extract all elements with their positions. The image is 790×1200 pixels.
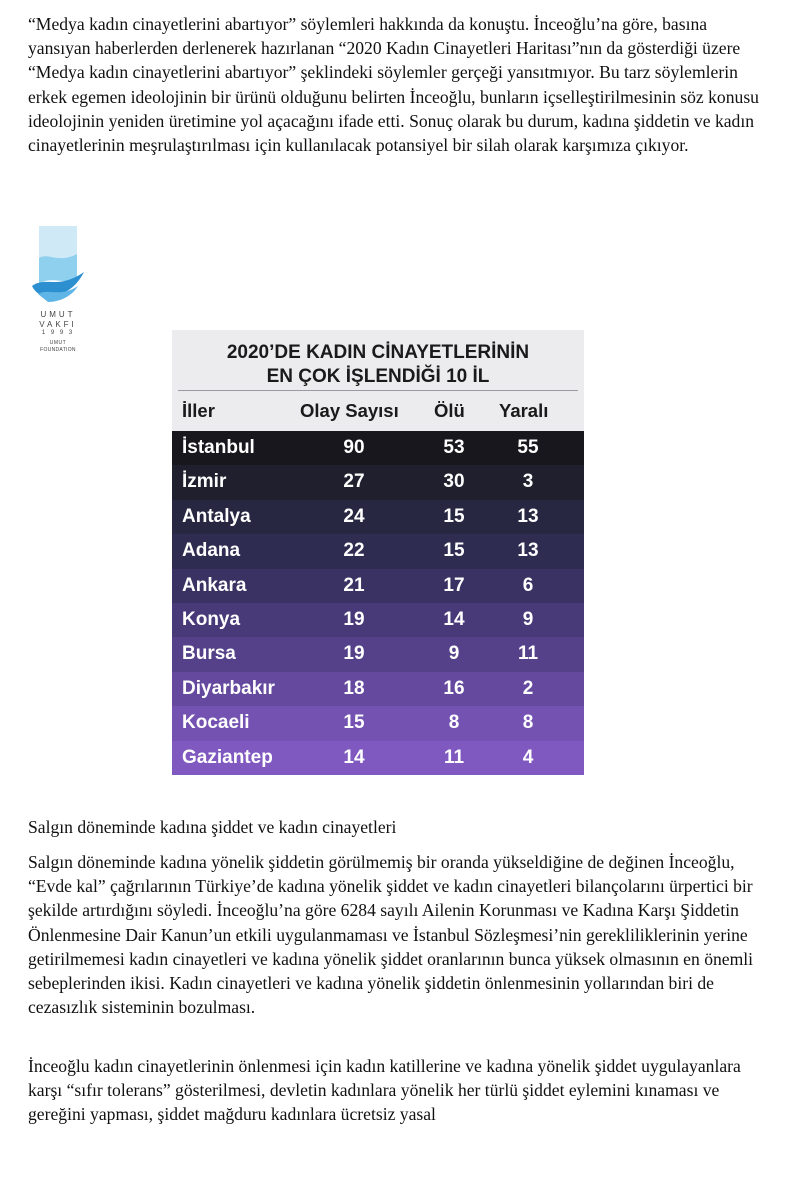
cell-il: Gaziantep bbox=[182, 746, 273, 768]
cell-yarali: 4 bbox=[522, 746, 534, 768]
table-row bbox=[172, 465, 584, 499]
cell-il: Diyarbakır bbox=[182, 677, 275, 699]
cell-yarali: 8 bbox=[522, 712, 534, 734]
title-divider bbox=[178, 390, 578, 391]
cell-olu: 14 bbox=[443, 608, 465, 630]
cell-il: Ankara bbox=[182, 574, 247, 596]
table-row bbox=[172, 569, 584, 603]
header-yarali: Yaralı bbox=[499, 400, 549, 421]
header-olu: Ölü bbox=[434, 400, 465, 421]
cell-olay: 19 bbox=[343, 608, 365, 630]
cell-olu: 15 bbox=[443, 540, 465, 562]
cell-yarali: 9 bbox=[522, 608, 534, 630]
cell-yarali: 6 bbox=[522, 574, 534, 596]
table-row bbox=[172, 637, 584, 671]
cell-il: Adana bbox=[182, 540, 241, 562]
cell-yarali: 2 bbox=[522, 677, 534, 699]
infographic-title-line1: 2020’DE KADIN CİNAYETLERİNİN bbox=[226, 342, 530, 363]
cell-il: İstanbul bbox=[182, 437, 255, 458]
table-row bbox=[172, 741, 584, 775]
cell-olu: 53 bbox=[443, 437, 465, 458]
umut-wave-icon bbox=[28, 224, 88, 308]
umut-vakfi-logo bbox=[28, 224, 88, 358]
table-row bbox=[172, 500, 584, 534]
intro-paragraph: “Medya kadın cinayetlerini abartıyor” söylemleri hakkında da konuştu. İnceoğlu’na göre, basına yansıyan haberlerden derlenerek hazırlanan “2020 Kadın Cinayetleri Haritası”nın da gösterdiği üzere “Medya kadın cinayetlerini abartıyor” şeklindeki söylemler gerçeği yansıtmıyor. Bu tarz söylemlerin erkek egemen ideolojinin bir ürünü olduğunu belirten İnceoğlu, bunların içselleştirilmesinin söz konusu ideolojinin yeniden üretimine yol açacağını ifade etti. Sonuç olarak bu durum, kadına şiddetin ve kadın cinayetlerinin meşrulaştırılması için kullanılacak potansiyel bir silah olarak karşımıza çıkıyor. bbox=[28, 14, 759, 156]
logo-text-umut-en: UMUT bbox=[49, 340, 67, 346]
cell-il: İzmir bbox=[182, 471, 227, 493]
cell-olay: 24 bbox=[343, 505, 365, 527]
cell-il: Kocaeli bbox=[182, 712, 250, 734]
body-paragraph-2: Salgın döneminde kadına yönelik şiddetin görülmemiş bir oranda yükseldiğine de değinen İnceoğlu, “Evde kal” çağrılarının Türkiye’de kadına yönelik şiddet ve kadın cinayetleri bilançolarını ürpertici bir şekilde artırdığını söyledi. İnceoğlu’na göre 6284 sayılı Ailenin Korunması ve Kadına Karşı Şiddetin Önlenmesine Dair Kanun’un etkili uygulanmaması ve İstanbul Sözleşmesi’nin gerekliliklerinin yerine getirilmemesi kadın cinayetleri ve kadına yönelik şiddet oranlarının bunca yüksek olmasının en önemli sebeplerinden ikisi. Kadın cinayetleri ve kadına yönelik şiddetin önlenmesinin yollarından biri de cezasızlık sisteminin bozulması. bbox=[28, 852, 754, 1018]
body-paragraph-3: İnceoğlu kadın cinayetlerinin önlenmesi için kadın katillerine ve kadına yönelik şiddet uygulayanlara karşı “sıfır tolerans” gösterilmesi, devletin kadınlara yönelik her türlü şiddet eylemini kınaması ve gereğini yapması, şiddet mağduru kadınlara ücretsiz yasal bbox=[28, 1056, 741, 1125]
logo-text-umut: UMUT bbox=[40, 310, 76, 319]
cell-il: Antalya bbox=[182, 505, 251, 527]
header-olay-sayisi: Olay Sayısı bbox=[300, 400, 399, 421]
logo-text-vakfi: VAKFI bbox=[39, 320, 77, 329]
cell-olay: 19 bbox=[343, 643, 365, 665]
cell-olay: 90 bbox=[343, 437, 365, 458]
cell-olay: 14 bbox=[343, 746, 365, 768]
table-row bbox=[172, 706, 584, 740]
cell-olu: 11 bbox=[443, 746, 465, 768]
table-row bbox=[172, 603, 584, 637]
cell-olay: 15 bbox=[343, 712, 365, 734]
cell-yarali: 13 bbox=[517, 505, 539, 527]
cell-yarali: 11 bbox=[517, 643, 539, 665]
cell-il: Konya bbox=[182, 608, 241, 630]
cell-olay: 22 bbox=[343, 540, 365, 562]
table-row bbox=[172, 534, 584, 568]
infographic-title-line2: EN ÇOK İŞLENDİĞİ 10 İL bbox=[266, 366, 490, 387]
cell-olu: 9 bbox=[448, 643, 460, 665]
cell-olu: 30 bbox=[443, 471, 465, 493]
section-heading: Salgın döneminde kadına şiddet ve kadın cinayetleri bbox=[28, 817, 397, 837]
cell-il: Bursa bbox=[182, 643, 236, 665]
logo-text-year: 1 9 9 3 bbox=[41, 330, 75, 336]
cell-yarali: 3 bbox=[522, 471, 534, 493]
cell-olu: 17 bbox=[443, 574, 465, 596]
cell-olay: 27 bbox=[343, 471, 365, 493]
logo-text-foundation: FOUNDATION bbox=[40, 347, 76, 353]
province-table bbox=[172, 431, 584, 775]
cell-olu: 8 bbox=[448, 712, 460, 734]
header-iller: İller bbox=[182, 400, 215, 421]
cell-olay: 21 bbox=[343, 574, 365, 596]
cell-olu: 16 bbox=[443, 677, 465, 699]
table-row bbox=[172, 431, 584, 465]
table-row bbox=[172, 672, 584, 706]
femicide-infographic bbox=[172, 330, 584, 775]
cell-yarali: 55 bbox=[517, 437, 539, 458]
cell-olay: 18 bbox=[343, 677, 365, 699]
cell-olu: 15 bbox=[443, 505, 465, 527]
cell-yarali: 13 bbox=[517, 540, 539, 562]
